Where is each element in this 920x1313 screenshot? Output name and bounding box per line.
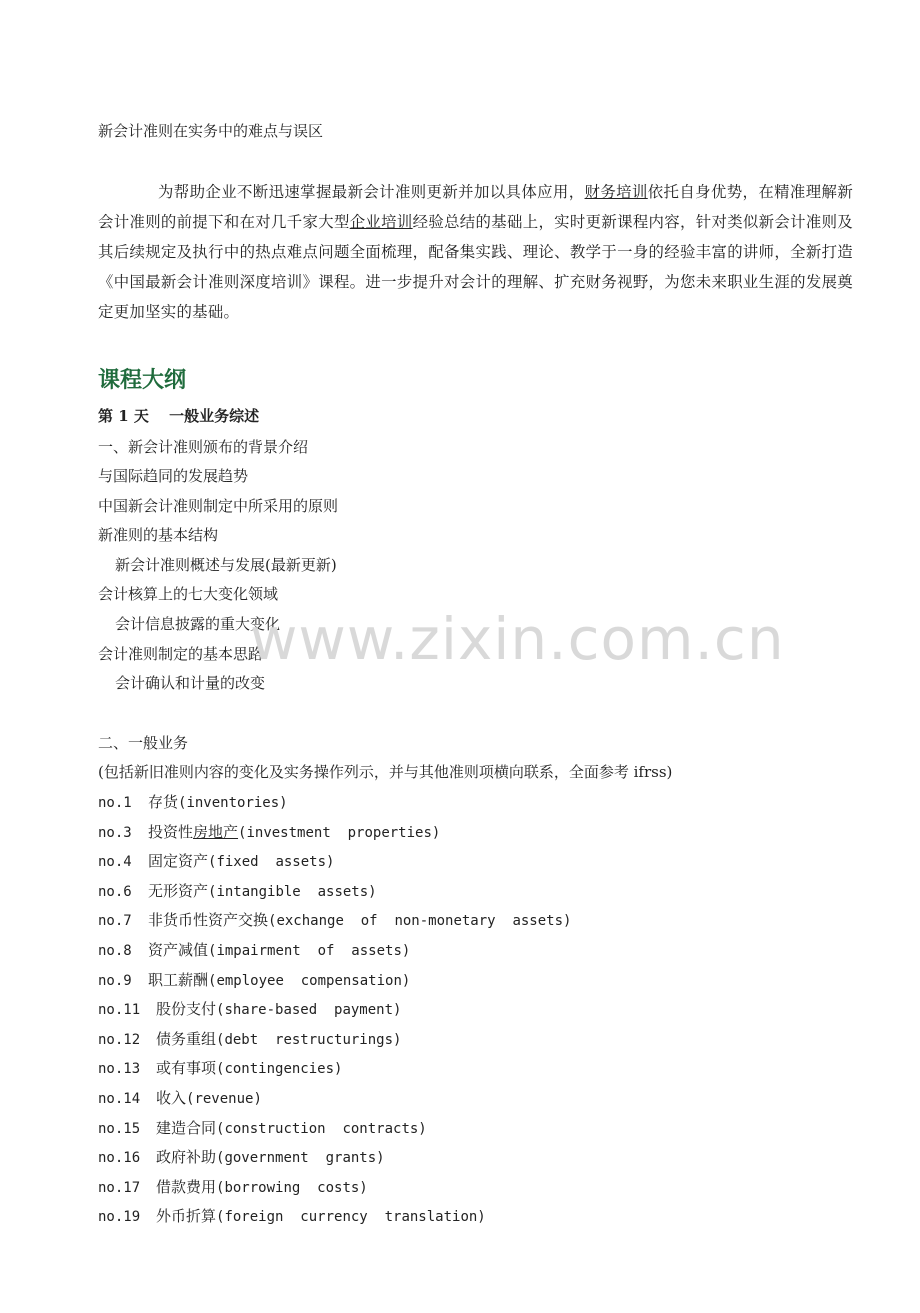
standard-item xyxy=(98,909,571,932)
finance-training-link[interactable]: 财务培训 xyxy=(584,183,648,201)
section1-line: 新准则的基本结构 xyxy=(98,526,219,544)
standard-item xyxy=(98,1057,342,1080)
standard-chinese-name: 借款费用 xyxy=(156,1177,217,1196)
standard-number: no.15 xyxy=(98,1120,141,1137)
standard-english-name: (fixed assets) xyxy=(208,854,335,871)
standard-item xyxy=(98,998,401,1021)
real-estate-link[interactable]: 房地产 xyxy=(193,822,239,841)
section1-line: 一、新会计准则颁布的背景介绍 xyxy=(98,438,309,456)
standard-english-name: (contingencies) xyxy=(216,1061,343,1078)
intro-text-3: 经验总结的基础上，实时更新课程内容，针对类似新会计准则及其后续规定及执行中的热点难点问题全面梳理，配备集实践、理论、教学于一身的经验丰富的讲师，全新打造《中国最新会计准则深度培训》课程。进一步提升对会计的理解、扩充财务视野，为您未来职业生涯的发展奠定更加坚实的基础。 xyxy=(98,213,853,321)
standard-chinese-name: 无形资产 xyxy=(148,881,209,900)
standard-number: no.8 xyxy=(98,943,132,959)
standard-item xyxy=(98,1176,368,1199)
section1-line: 与国际趋同的发展趋势 xyxy=(98,467,249,485)
outline-heading: 课程大纲 xyxy=(98,368,187,393)
standard-english-name: (inventories) xyxy=(178,795,288,811)
standard-chinese-name: 投资性 xyxy=(148,822,194,841)
standard-chinese-name: 资产减值 xyxy=(148,941,209,959)
intro-text-2: 依托自身优势，在精准理解新会计准则的前提下和在对几千家大型 xyxy=(98,183,854,231)
standard-item xyxy=(98,791,288,814)
standard-chinese-name: 债务重组 xyxy=(156,1029,217,1048)
standard-chinese-name: 股份支付 xyxy=(156,1000,217,1019)
standard-english-name: (debt restructurings) xyxy=(216,1031,402,1048)
standard-english-name: (investment properties) xyxy=(238,824,441,841)
standard-english-name: (exchange of non-monetary assets) xyxy=(268,913,572,930)
standard-item xyxy=(98,969,410,992)
enterprise-training-link[interactable]: 企业培训 xyxy=(349,213,413,231)
standard-number: no.17 xyxy=(98,1179,141,1196)
standard-number: no.1 xyxy=(98,795,132,811)
standard-english-name: (construction contracts) xyxy=(216,1120,427,1137)
document-title: 新会计准则在实务中的难点与误区 xyxy=(98,122,324,140)
standard-number: no.9 xyxy=(98,972,132,989)
standard-number: no.13 xyxy=(98,1061,141,1078)
standard-item xyxy=(98,850,334,873)
standard-chinese-name: 存货 xyxy=(148,793,179,811)
section1-line: 新会计准则概述与发展(最新更新) xyxy=(115,556,337,574)
standard-english-name: (borrowing costs) xyxy=(216,1179,368,1196)
intro-text-1: 为帮助企业不断迅速掌握最新会计准则更新并加以具体应用， xyxy=(158,183,585,201)
standard-number: no.14 xyxy=(98,1091,141,1107)
standard-chinese-name: 政府补助 xyxy=(156,1148,217,1167)
standard-english-name: (intangible assets) xyxy=(208,883,377,900)
section1-line: 会计准则制定的基本思路 xyxy=(98,645,264,663)
standard-number: no.4 xyxy=(98,854,132,871)
standard-english-name: (employee compensation) xyxy=(208,972,411,989)
standard-item xyxy=(98,880,377,903)
standard-item xyxy=(98,939,410,962)
section2-note: (包括新旧准则内容的变化及实务操作列示，并与其他准则项横向联系，全面参考 ifrss) xyxy=(98,763,673,781)
standard-number: no.11 xyxy=(98,1002,141,1019)
standard-chinese-name: 建造合同 xyxy=(156,1118,217,1137)
section1-line: 会计核算上的七大变化领域 xyxy=(98,585,279,603)
standard-chinese-name: 固定资产 xyxy=(148,852,209,871)
standard-chinese-name: 或有事项 xyxy=(156,1059,217,1078)
section2-title: 二、一般业务 xyxy=(98,734,189,752)
watermark: www.zixin.com.cn xyxy=(250,605,785,673)
standard-number: no.6 xyxy=(98,883,132,900)
standard-item xyxy=(98,1146,385,1169)
standard-number: no.3 xyxy=(98,824,132,841)
section1-line: 会计确认和计量的改变 xyxy=(115,674,266,692)
standard-english-name: (revenue) xyxy=(186,1091,262,1107)
standard-chinese-name: 收入 xyxy=(156,1089,187,1107)
intro-paragraph xyxy=(98,177,853,327)
standard-number: no.12 xyxy=(98,1031,141,1048)
section1-line: 中国新会计准则制定中所采用的原则 xyxy=(98,497,339,515)
standard-chinese-name: 外币折算 xyxy=(156,1207,217,1226)
standard-item xyxy=(98,821,440,844)
standard-number: no.16 xyxy=(98,1150,141,1167)
section1-line: 会计信息披露的重大变化 xyxy=(115,615,281,633)
standard-number: no.7 xyxy=(98,913,132,930)
standard-chinese-name: 职工薪酬 xyxy=(148,970,209,989)
standard-english-name: (foreign currency translation) xyxy=(216,1209,486,1226)
standard-number: no.19 xyxy=(98,1209,141,1226)
standard-item xyxy=(98,1087,262,1110)
standard-item xyxy=(98,1117,427,1140)
standard-english-name: (impairment of assets) xyxy=(208,943,411,959)
day1-heading: 第 1 天 一般业务综述 xyxy=(98,407,260,425)
standard-item xyxy=(98,1028,401,1051)
standard-english-name: (government grants) xyxy=(216,1150,385,1167)
standard-chinese-name: 非货币性资产交换 xyxy=(148,911,269,930)
standard-item xyxy=(98,1205,486,1228)
standard-english-name: (share-based payment) xyxy=(216,1002,402,1019)
